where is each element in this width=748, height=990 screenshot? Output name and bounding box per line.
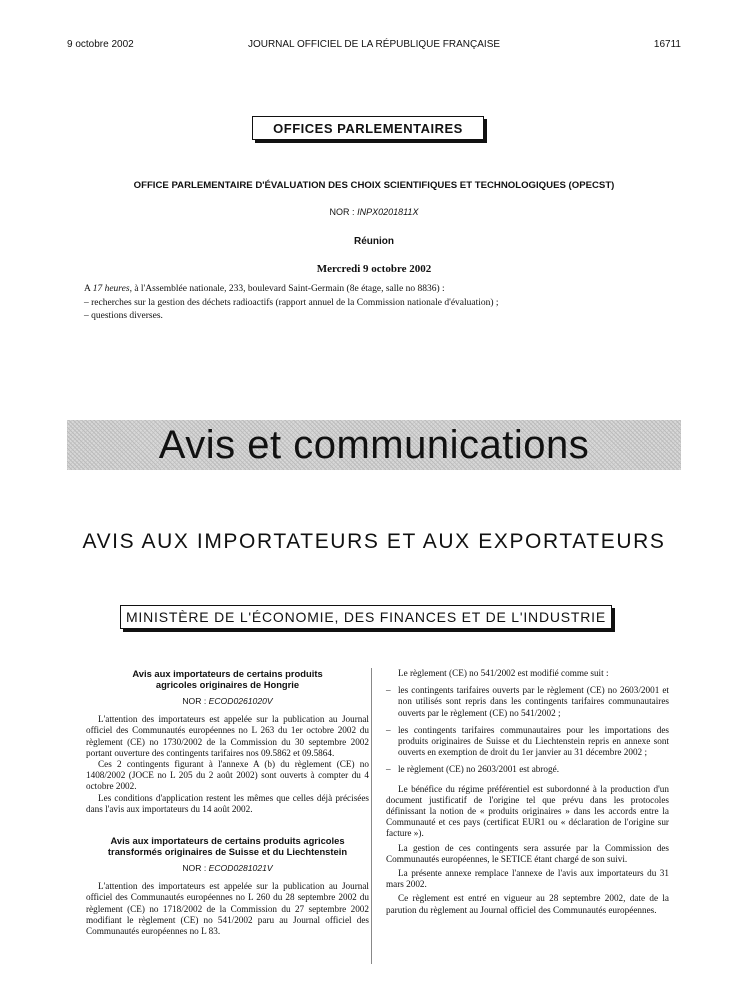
section-box-offices: [252, 116, 484, 140]
agenda-item: – questions diverses.: [84, 311, 163, 321]
meeting-intro: [84, 284, 445, 294]
agenda-item: – recherches sur la gestion des déchets radioactifs (rapport annuel de la Commission nationale d'évaluation) ;: [84, 298, 499, 308]
office-title: OFFICE PARLEMENTAIRE D'ÉVALUATION DES CHOIX SCIENTIFIQUES ET TECHNOLOGIQUES (OPECST): [133, 180, 615, 191]
notice-title-line: Avis aux importateurs de certains produits: [132, 668, 323, 679]
paragraph: L'attention des importateurs est appelée sur la publication au Journal officiel des Communautés européennes no L 263 du 1er octobre 2002 du règlement (CE) no 1730/2002 de la Commission du 30 septembre 2002 portant ouverture des contingents tarifaires nos 09.5862 et 09.5864.: [86, 714, 369, 758]
nor-label: NOR :: [182, 863, 207, 874]
notice-title-line: transformés originaires de Suisse et du Liechtenstein: [107, 846, 348, 858]
section-banner: [67, 420, 681, 470]
notice-title-line: Avis aux importateurs de certains produits agricoles: [110, 835, 345, 847]
paragraph: La présente annexe remplace l'annexe de l'avis aux importateurs du 31 mars 2002.: [386, 868, 669, 890]
meeting-location: , à l'Assemblée nationale, 233, boulevard Saint-Germain (8e étage, salle no 8836) :: [129, 284, 445, 294]
meeting-intro-prefix: A: [84, 284, 93, 294]
header-journal-title: JOURNAL OFFICIEL DE LA RÉPUBLIQUE FRANÇAISE: [247, 39, 501, 50]
header-page-number: 16711: [653, 39, 681, 50]
notice-hongrie-title: [86, 668, 369, 690]
right-column: [386, 668, 669, 919]
nor-label: NOR :: [182, 696, 207, 706]
office-nor: [0, 207, 748, 217]
banner-title: Avis et communications: [158, 423, 590, 467]
notice-suisse-nor: [86, 863, 369, 874]
section-box-offices-label: OFFICES PARLEMENTAIRES: [273, 120, 463, 136]
paragraph: Ce règlement est entré en vigueur au 28 septembre 2002, date de la parution du règlement au Journal officiel des Communautés européennes.: [386, 893, 669, 915]
notice-title-line: agricoles originaires de Hongrie: [155, 679, 300, 690]
meeting-title: Réunion: [354, 236, 394, 247]
office-nor-label: NOR :: [329, 207, 355, 217]
nor-code: ECOD0281021V: [208, 863, 273, 874]
office-nor-code: INPX0201811X: [357, 207, 419, 217]
paragraph: Ces 2 contingents figurant à l'annexe A (b) du règlement (CE) no 1408/2002 (JOCE no L 205 du 2 août 2002) sont ouverts à compter du 4 octobre 2002.: [86, 759, 369, 792]
meeting-time: 17 heures: [92, 284, 130, 294]
avis-heading: AVIS AUX IMPORTATEURS ET AUX EXPORTATEURS: [82, 530, 666, 553]
left-column: [86, 668, 369, 937]
nor-code: ECOD0261020V: [208, 696, 273, 706]
paragraph: Les conditions d'application restent les mêmes que celles déjà précisées dans l'avis aux importateurs du 14 août 2002.: [86, 792, 369, 814]
list-item: – le règlement (CE) no 2603/2001 est abrogé.: [386, 764, 669, 775]
ministry-label: MINISTÈRE DE L'ÉCONOMIE, DES FINANCES ET DE L'INDUSTRIE: [125, 609, 607, 625]
list-item: – les contingents tarifaires ouverts par le règlement (CE) no 2603/2001 et non utilisés sont repris dans les contingents tarifaires communautaires ouverts par le règlement (CE) no 541/2002 ;: [386, 685, 669, 719]
paragraph: Le bénéfice du régime préférentiel est subordonné à la production d'un document justificatif de l'origine tel que prévu dans les protocoles définissant la notion de « produits originaires » dans les accords entre la Communauté et ces pays (certificat EUR1 ou « déclaration de l'origine sur facture »).: [386, 783, 669, 839]
notice-hongrie-nor: [86, 696, 369, 707]
meeting-date: Mercredi 9 octobre 2002: [316, 263, 432, 275]
ministry-box: [120, 605, 612, 629]
paragraph: L'attention des importateurs est appelée sur la publication au Journal officiel des Communautés européennes no L 260 du 28 septembre 2002 du règlement (CE) no 1718/2002 de la Commission du 27 septembre 2002 modifiant le règlement (CE) no 541/2002 paru au Journal officiel des Communautés européennes no L 83.: [86, 881, 369, 937]
amendment-intro: Le règlement (CE) no 541/2002 est modifié comme suit :: [398, 668, 609, 678]
amendment-list: [386, 685, 669, 775]
column-divider: [371, 668, 372, 964]
header-date: 9 octobre 2002: [67, 39, 134, 50]
paragraph: La gestion de ces contingents sera assurée par la Commission des Communautés européennes, le SETICE étant chargé de son suivi.: [386, 842, 669, 864]
notice-suisse-title: [86, 835, 369, 857]
list-item: – les contingents tarifaires communautaires pour les importations des produits originaires de Suisse et du Liechtenstein repris en annexe sont ouverts en exemption de droit du 1er janvier au 31 décembre 2002 ;: [386, 725, 669, 759]
